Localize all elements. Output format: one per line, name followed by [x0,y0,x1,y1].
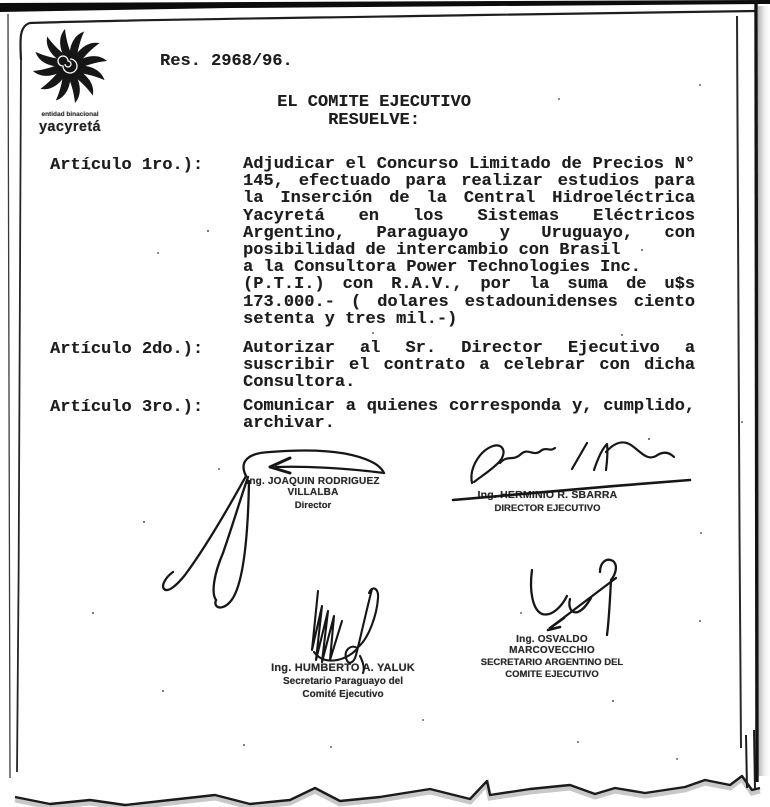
body-line: a la Consultora Power Technologies Inc. [243,258,641,278]
body-line: la Inserción de la Central Hidroeléctrica [243,189,695,209]
scan-noise-dots [0,0,2,2]
signatory-yaluk [268,662,418,700]
signatory-title: Comité Ejecutivo [302,689,384,700]
body-line: (P.T.I.) con R.A.V., por la suma de u$s [243,275,695,295]
article-1-body [243,156,695,328]
left-frame-line [17,58,21,772]
article-2-body [243,340,695,392]
article-3-label: Artículo 3ro.): [50,398,204,417]
signatory-sbarra [475,489,620,514]
body-line: archivar. [243,414,335,434]
article-3-body [243,398,695,432]
signatory-name: Ing. OSVALDO MARCOVECCHIO [509,634,595,656]
body-line: Autorizar al Sr. Director Ejecutivo a [243,339,695,358]
right-frame-line [737,16,741,748]
logo-entity-small: entidad binacional [41,111,99,118]
body-line: Argentino, Paraguayo y Uruguayo, con [243,223,695,243]
body-line: 145, efectuado para realizar estudios para [243,172,695,192]
document-header [258,94,490,130]
signatory-title: Secretario Paraguayo del [282,676,404,687]
signatory-title: COMITE EJECUTIVO [505,669,599,680]
bottom-right-edge-lines [746,730,755,790]
body-line: suscribir el contrato a celebrar con dicha [243,356,695,376]
body-line: Adjudicar el Concurso Limitado de Precios N° [243,155,695,174]
signature-villalba-ink [163,450,384,607]
body-line: posibilidad de intercambio con Brasil [243,241,621,261]
resolution-number: Res. 2968/96. [160,52,293,71]
right-outer-edge [756,0,757,782]
signatory-title: SECRETARIO ARGENTINO DEL [480,657,624,668]
body-line: setenta y tres mil.-) [243,309,458,329]
header-line-2: RESUELVE: [328,111,420,130]
body-line: 173.000.- ( dolares estadounidenses ciento [243,292,695,312]
yacyreta-spiral-logo-icon [30,26,110,106]
page-right-shadow [758,6,770,776]
signatory-title: Director [294,500,332,511]
signatory-name: Ing. JOAQUIN RODRIGUEZ VILLALBA [246,476,380,498]
signature-yaluk-ink [312,588,378,673]
signatory-title: DIRECTOR EJECUTIVO [494,503,601,514]
signature-marcovecchio-ink [531,560,616,635]
signatory-marcovecchio [472,634,632,680]
body-line: Comunicar a quienes corresponda y, cumplido, [243,397,695,416]
signatory-name: Ing. HERMINIO R. SBARRA [477,489,618,501]
left-outer-line [8,14,10,778]
logo-entity-name: yacyretá [38,119,102,135]
article-1-label: Artículo 1ro.): [50,156,204,175]
signatory-name: Ing. HUMBERTO A. YALUK [271,662,415,674]
org-logo [30,26,120,135]
top-frame-line [20,11,756,60]
body-line: Consultora. [243,373,356,393]
torn-bottom-edge [15,776,760,805]
body-line: Yacyretá en los Sistemas Eléctricos [243,206,695,226]
article-2-label: Artículo 2do.): [50,340,204,359]
torn-bottom-shadow [15,779,760,807]
header-line-1: EL COMITE EJECUTIVO [277,93,471,112]
signatory-villalba [222,476,404,511]
top-scan-bar [0,0,770,12]
